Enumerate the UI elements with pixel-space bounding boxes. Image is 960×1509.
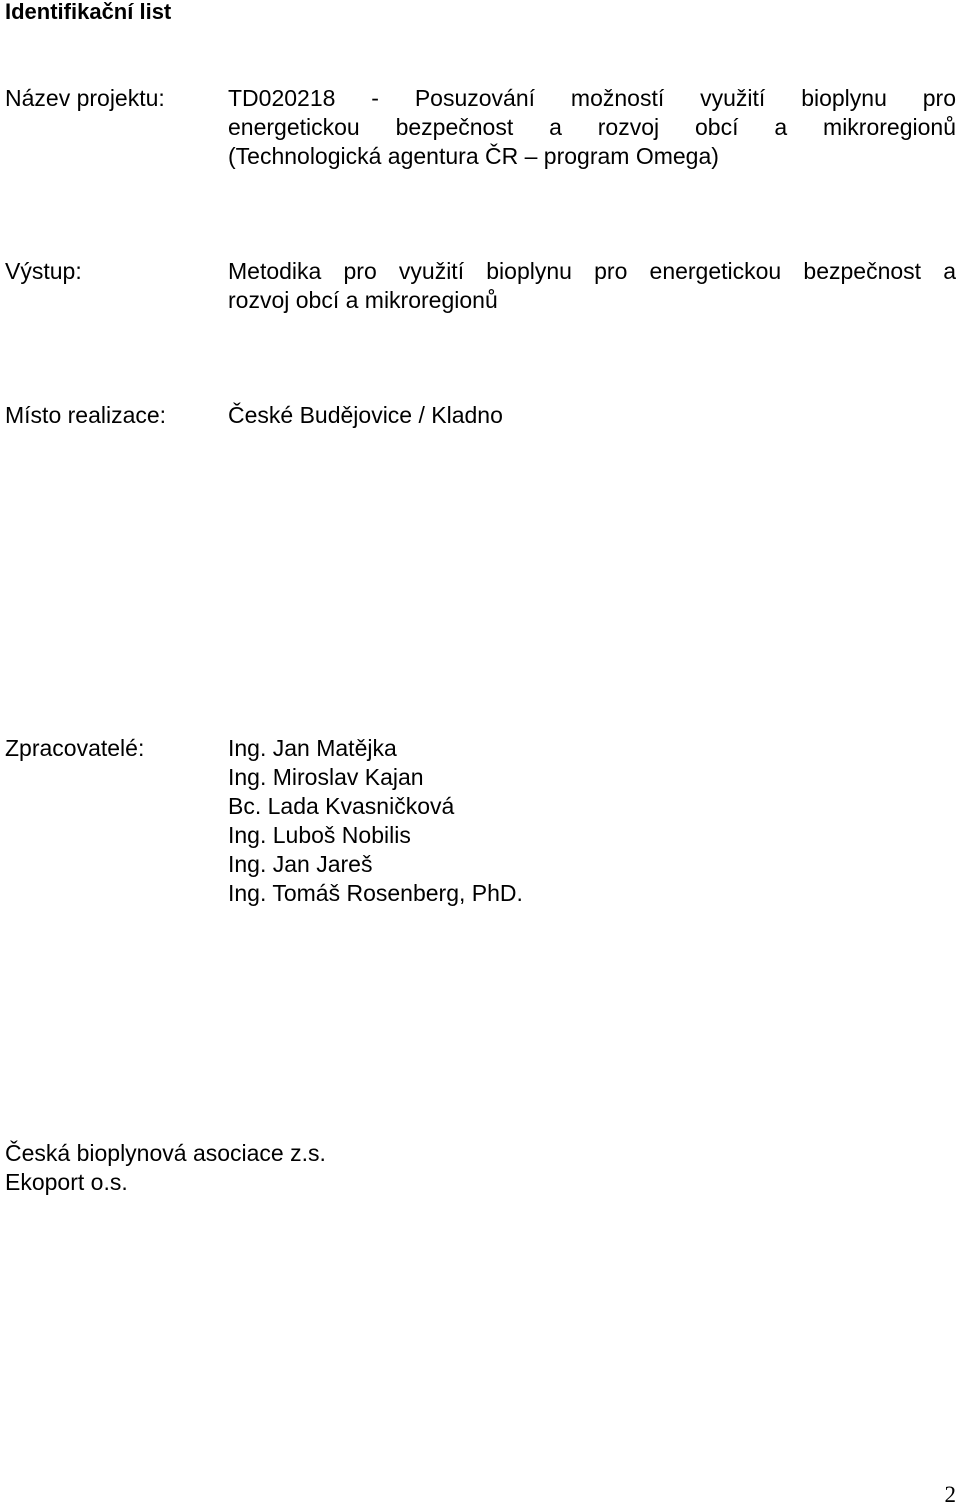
project-line-2: energetickou bezpečnost a rozvoj obcí a mikroregionů <box>228 114 956 140</box>
project-label: Název projektu: <box>5 85 165 111</box>
author-name: Bc. Lada Kvasničková <box>228 793 455 819</box>
authors-list <box>228 734 956 908</box>
document-title: Identifikační list <box>5 0 172 24</box>
author-name: Ing. Miroslav Kajan <box>228 764 424 790</box>
project-value <box>228 84 956 171</box>
author-name: Ing. Jan Matějka <box>228 735 397 761</box>
output-line-2: rozvoj obcí a mikroregionů <box>228 287 498 313</box>
output-line-1: Metodika pro využití bioplynu pro energetickou bezpečnost a <box>228 258 956 284</box>
project-line-1: TD020218 - Posuzování možností využití bioplynu pro <box>228 85 956 111</box>
organization-name: Ekoport o.s. <box>5 1169 128 1195</box>
location-label: Místo realizace: <box>5 402 167 428</box>
author-name: Ing. Tomáš Rosenberg, PhD. <box>228 880 523 906</box>
author-name: Ing. Jan Jareš <box>228 851 373 877</box>
project-line-3: (Technologická agentura ČR – program Omega) <box>228 143 719 169</box>
location-text: České Budějovice / Kladno <box>228 402 503 428</box>
location-value <box>228 401 956 430</box>
page-number: 2 <box>944 1482 956 1507</box>
organization-name: Česká bioplynová asociace z.s. <box>5 1140 326 1166</box>
output-label: Výstup: <box>5 258 82 284</box>
output-value <box>228 257 956 315</box>
author-name: Ing. Luboš Nobilis <box>228 822 411 848</box>
authors-label: Zpracovatelé: <box>5 735 145 761</box>
